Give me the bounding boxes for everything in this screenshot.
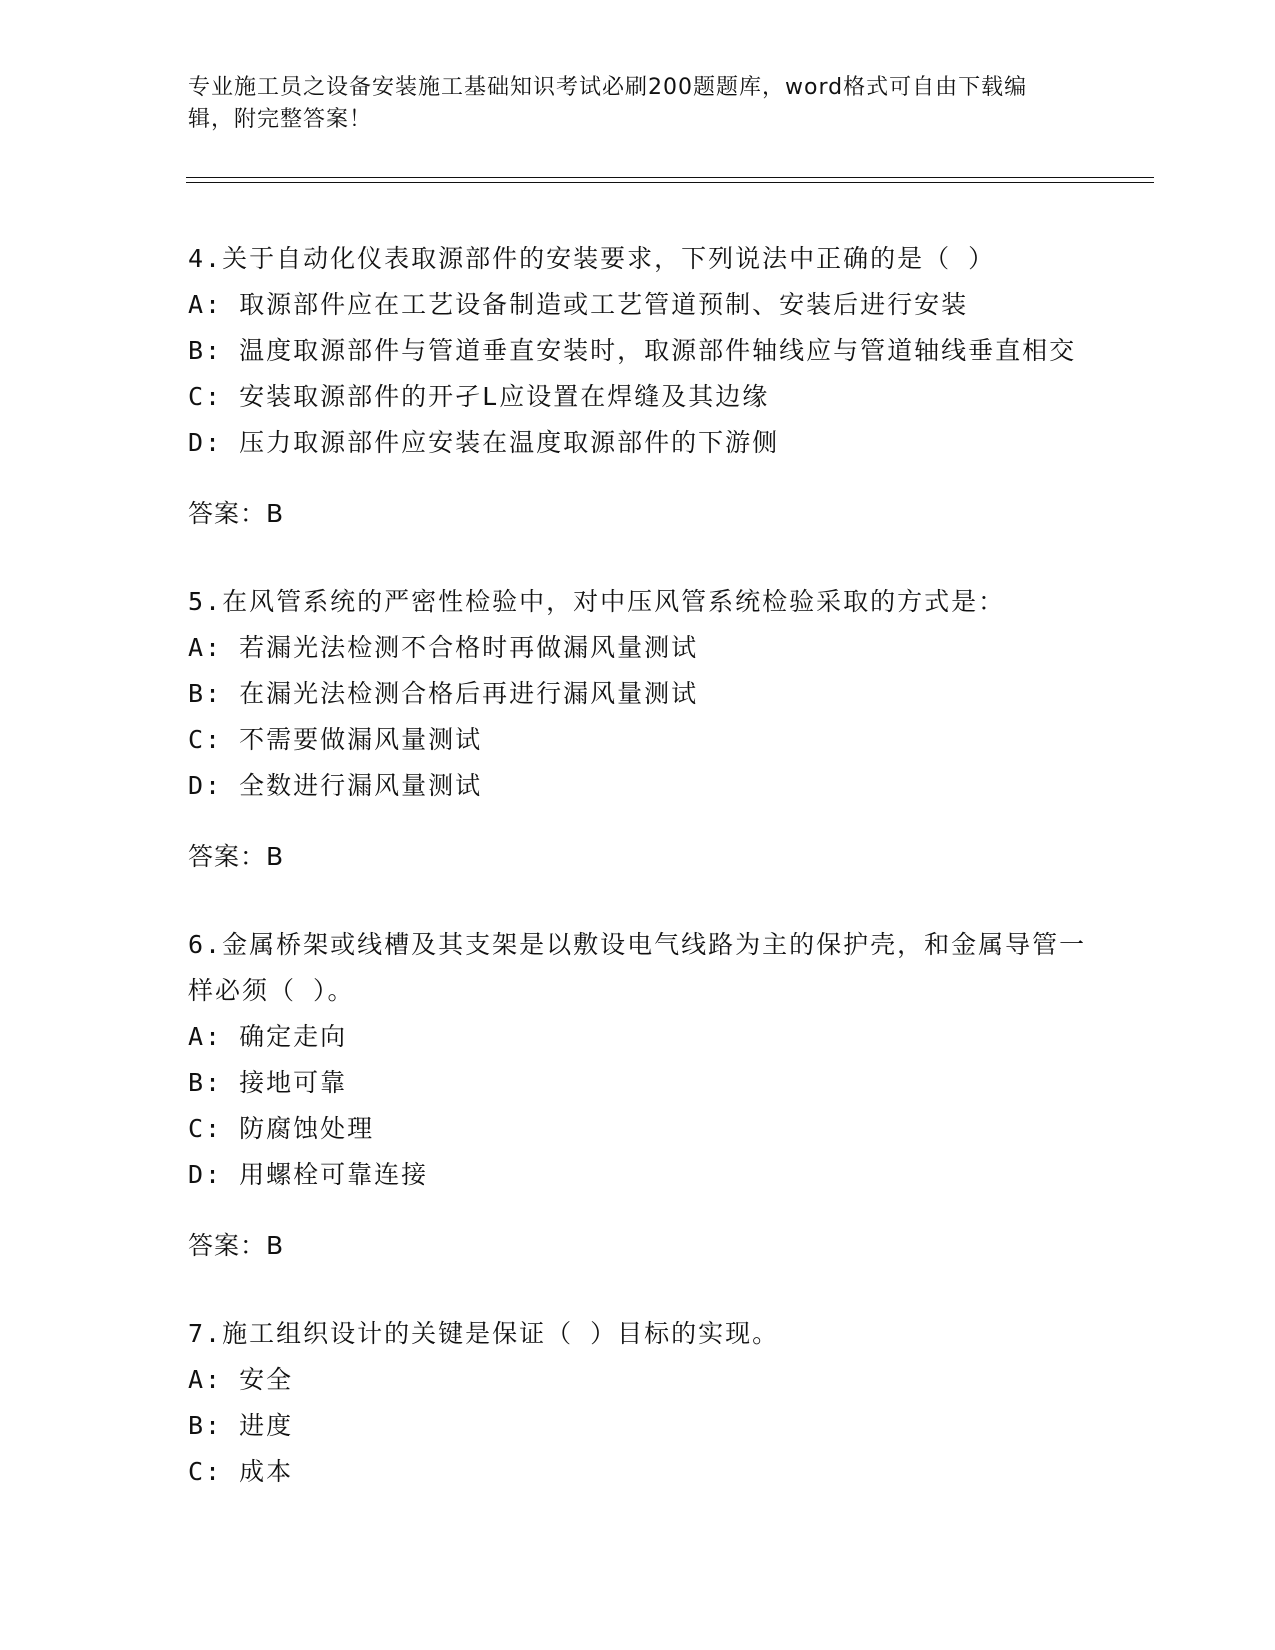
question-stem: 6.金属桥架或线槽及其支架是以敷设电气线路为主的保护壳，和金属导管一样必须（ ）。 (188, 930, 1087, 1005)
option-b: B: 接地可靠 (188, 1068, 348, 1097)
question-stem: 7.施工组织设计的关键是保证（ ）目标的实现。 (188, 1319, 780, 1348)
option-c: C: 安装取源部件的开孑L应设置在焊缝及其边缘 (188, 382, 770, 411)
option-b: B: 温度取源部件与管道垂直安装时，取源部件轴线应与管道轴线垂直相交 (188, 336, 1077, 365)
option-c: C: 不需要做漏风量测试 (188, 725, 483, 754)
question-6 (188, 922, 1088, 1269)
option-a: A: 取源部件应在工艺设备制造或工艺管道预制、安装后进行安装 (188, 290, 969, 319)
answer-line: 答案：B (188, 499, 285, 528)
option-b: B: 在漏光法检测合格后再进行漏风量测试 (188, 679, 699, 708)
option-a: A: 确定走向 (188, 1022, 348, 1051)
option-a: A: 安全 (188, 1365, 294, 1394)
option-d: D: 全数进行漏风量测试 (188, 771, 483, 800)
document-header (188, 72, 1068, 136)
header-divider-bottom (186, 182, 1154, 183)
option-c: C: 防腐蚀处理 (188, 1114, 375, 1143)
header-divider-top (186, 177, 1154, 178)
answer-line: 答案：B (188, 1231, 285, 1260)
answer-line: 答案：B (188, 842, 285, 871)
question-4 (188, 236, 1088, 537)
question-7 (188, 1311, 1088, 1495)
question-stem: 5.在风管系统的严密性检验中，对中压风管系统检验采取的方式是： (188, 587, 1006, 616)
option-c: C: 成本 (188, 1457, 294, 1486)
option-d: D: 用螺栓可靠连接 (188, 1160, 429, 1189)
option-a: A: 若漏光法检测不合格时再做漏风量测试 (188, 633, 699, 662)
question-5 (188, 579, 1088, 880)
option-b: B: 进度 (188, 1411, 294, 1440)
question-list (188, 236, 1088, 1537)
option-d: D: 压力取源部件应安装在温度取源部件的下游侧 (188, 428, 780, 457)
document-title: 专业施工员之设备安装施工基础知识考试必刷200题题库，word格式可自由下载编辑，附完整答案！ (188, 75, 1028, 132)
question-stem: 4.关于自动化仪表取源部件的安装要求，下列说法中正确的是（ ） (188, 244, 996, 273)
